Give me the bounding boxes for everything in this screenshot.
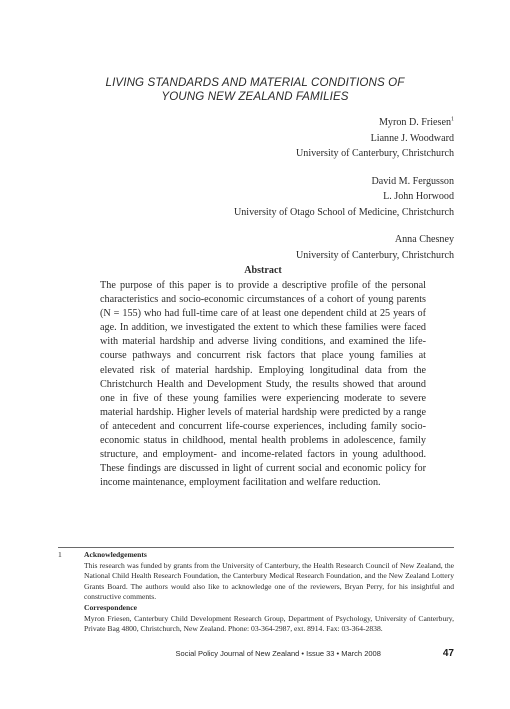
author-name: L. John Horwood bbox=[383, 191, 454, 202]
footnote-number: 1 bbox=[58, 550, 62, 559]
abstract-heading: Abstract bbox=[244, 265, 282, 276]
author-affiliation: University of Canterbury, Christchurch bbox=[295, 249, 454, 261]
author-name: Lianne J. Woodward bbox=[370, 132, 454, 144]
correspondence-text: Myron Friesen, Canterbury Child Development Research Group, Department of Psychology, University of Canterbury, Private Bag 4800, Christchurch, New Zealand. Phone: 03-364-2987, ext. 8914. Fax: 03-364-2838. bbox=[84, 613, 454, 634]
author-affiliation: University of Otago School of Medicine, Christchurch bbox=[233, 206, 454, 218]
title-line-2: YOUNG NEW ZEALAND FAMILIES bbox=[161, 90, 349, 103]
author-name: Anna Chesney bbox=[394, 234, 454, 245]
acknowledgements-text: This research was funded by grants from the University of Canterbury, the Health Research Council of New Zealand, the National Child Health Research Foundation, the Canterbury Medical Research Foundation, and the New Zealand Lottery Grants Board. The authors would also like to acknowledge one of the reviewers, Bryan Perry, for his insightful and constructive comments. bbox=[84, 560, 454, 602]
author-group-1 bbox=[124, 115, 454, 162]
author-name: David M. Fergusson bbox=[371, 175, 454, 187]
author-affiliation: University of Canterbury, Christchurch bbox=[295, 148, 454, 159]
acknowledgements-heading: Acknowledgements bbox=[84, 550, 147, 559]
correspondence-heading: Correspondence bbox=[84, 602, 138, 612]
author-group-3 bbox=[124, 232, 454, 263]
article-title bbox=[60, 76, 450, 104]
footnote-mark: 1 bbox=[451, 116, 454, 123]
abstract-text: The purpose of this paper is to provide a descriptive profile of the personal characteristics and socio-economic circumstances of a cohort of young parents (N = 155) who had full-time care of at least one dependent child at 25 years of age. In addition, we investigated the extent to which these families were faced with material hardship and adverse living conditions, and examined the life-course pathways and concurrent risk factors that place young families at elevated risk of material hardship. Employing longitudinal data from the Christchurch Health and Development Study, the results showed that around one in five of these young families were experiencing moderate to severe material hardship. Higher levels of material hardship were predicted by a range of antecedent and concurrent life-course experiences, including family socio-economic status in childhood, mental health problems in adolescence, family structure, and employment- and income-related factors in young adulthood. These findings are discussed in light of current social and economic policy for income maintenance, employment facilitation and welfare reduction. bbox=[100, 280, 426, 489]
page-number: 47 bbox=[442, 648, 454, 659]
author-name: Myron D. Friesen$^1$ bbox=[378, 116, 454, 128]
author-block bbox=[124, 115, 454, 275]
page-footer bbox=[58, 648, 454, 659]
title-line-1: LIVING STANDARDS AND MATERIAL CONDITIONS OF bbox=[105, 76, 405, 89]
footnote bbox=[58, 550, 454, 635]
journal-citation: Social Policy Journal of New Zealand • Issue 33 • March 2008 bbox=[175, 649, 381, 658]
author-group-2 bbox=[124, 174, 454, 221]
footnote-divider bbox=[58, 547, 454, 548]
